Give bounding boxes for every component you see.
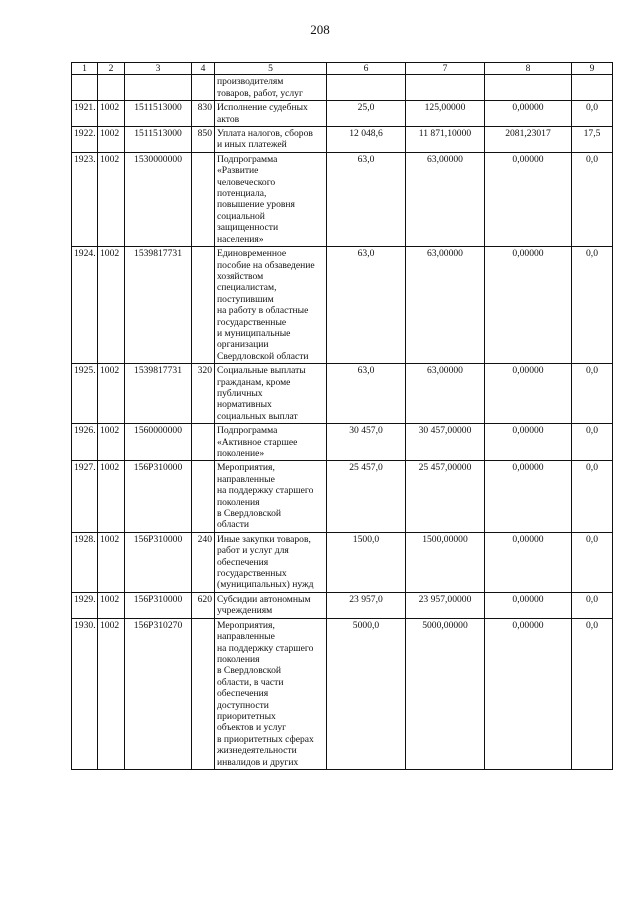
item-name: Мероприятия, направленные на поддержку старшего поколения в Свердловской области: [215, 461, 327, 532]
table-row: [72, 424, 613, 461]
amount-approved: 30 457,00000: [406, 424, 485, 461]
table-row: [72, 101, 613, 127]
expense-type: [192, 424, 215, 461]
row-number: 1922.: [72, 127, 98, 153]
section-code: [98, 75, 125, 101]
target-code: 156P310000: [125, 461, 192, 532]
amount-executed: 0,00000: [485, 247, 572, 364]
amount-planned: 63,0: [327, 247, 406, 364]
amount-planned: 25,0: [327, 101, 406, 127]
amount-approved: 23 957,00000: [406, 592, 485, 618]
col-header-2: 2: [98, 63, 125, 75]
table-row: [72, 247, 613, 364]
amount-planned: 1500,0: [327, 532, 406, 592]
budget-table: [71, 62, 613, 770]
expense-type: 830: [192, 101, 215, 127]
section-code: 1002: [98, 592, 125, 618]
amount-executed: 0,00000: [485, 152, 572, 246]
target-code: 1530000000: [125, 152, 192, 246]
table-row: [72, 532, 613, 592]
execution-percent: 0,0: [572, 364, 613, 424]
amount-executed: 0,00000: [485, 101, 572, 127]
expense-type: 320: [192, 364, 215, 424]
expense-type: 620: [192, 592, 215, 618]
section-code: 1002: [98, 364, 125, 424]
row-number: 1921.: [72, 101, 98, 127]
amount-planned: [327, 75, 406, 101]
expense-type: [192, 461, 215, 532]
amount-approved: 63,00000: [406, 247, 485, 364]
amount-planned: 30 457,0: [327, 424, 406, 461]
col-header-8: 8: [485, 63, 572, 75]
row-number: 1926.: [72, 424, 98, 461]
expense-type: [192, 618, 215, 769]
row-number: 1930.: [72, 618, 98, 769]
col-header-7: 7: [406, 63, 485, 75]
target-code: 156P310000: [125, 532, 192, 592]
amount-approved: 11 871,10000: [406, 127, 485, 153]
table-row: [72, 461, 613, 532]
col-header-1: 1: [72, 63, 98, 75]
amount-approved: 63,00000: [406, 364, 485, 424]
amount-executed: 0,00000: [485, 618, 572, 769]
section-code: 1002: [98, 424, 125, 461]
table-row: [72, 75, 613, 101]
target-code: 1511513000: [125, 101, 192, 127]
execution-percent: 0,0: [572, 101, 613, 127]
item-name: производителям товаров, работ, услуг: [215, 75, 327, 101]
execution-percent: 17,5: [572, 127, 613, 153]
header-row: [72, 63, 613, 75]
target-code: [125, 75, 192, 101]
row-number: 1923.: [72, 152, 98, 246]
amount-planned: 25 457,0: [327, 461, 406, 532]
execution-percent: 0,0: [572, 532, 613, 592]
target-code: 1511513000: [125, 127, 192, 153]
col-header-4: 4: [192, 63, 215, 75]
table-row: [72, 152, 613, 246]
amount-executed: 0,00000: [485, 461, 572, 532]
target-code: 156P310270: [125, 618, 192, 769]
execution-percent: [572, 75, 613, 101]
item-name: Иные закупки товаров, работ и услуг для обеспечения государственных (муниципальных) нужд: [215, 532, 327, 592]
section-code: 1002: [98, 152, 125, 246]
amount-executed: [485, 75, 572, 101]
section-code: 1002: [98, 532, 125, 592]
amount-approved: 125,00000: [406, 101, 485, 127]
amount-approved: 5000,00000: [406, 618, 485, 769]
amount-approved: [406, 75, 485, 101]
amount-approved: 25 457,00000: [406, 461, 485, 532]
target-code: 1539817731: [125, 247, 192, 364]
execution-percent: 0,0: [572, 247, 613, 364]
amount-planned: 12 048,6: [327, 127, 406, 153]
item-name: Субсидии автономным учреждениям: [215, 592, 327, 618]
row-number: 1925.: [72, 364, 98, 424]
expense-type: [192, 75, 215, 101]
amount-executed: 0,00000: [485, 592, 572, 618]
expense-type: 850: [192, 127, 215, 153]
amount-planned: 5000,0: [327, 618, 406, 769]
amount-planned: 63,0: [327, 152, 406, 246]
amount-planned: 23 957,0: [327, 592, 406, 618]
table-row: [72, 618, 613, 769]
amount-planned: 63,0: [327, 364, 406, 424]
item-name: Подпрограмма «Активное старшее поколение»: [215, 424, 327, 461]
table-row: [72, 127, 613, 153]
amount-executed: 0,00000: [485, 532, 572, 592]
row-number: 1929.: [72, 592, 98, 618]
section-code: 1002: [98, 247, 125, 364]
target-code: 1560000000: [125, 424, 192, 461]
section-code: 1002: [98, 127, 125, 153]
col-header-3: 3: [125, 63, 192, 75]
item-name: Единовременное пособие на обзаведение хозяйством специалистам, поступившим на работу в областные государственные и муниципальные организации Свердловской области: [215, 247, 327, 364]
section-code: 1002: [98, 618, 125, 769]
col-header-9: 9: [572, 63, 613, 75]
execution-percent: 0,0: [572, 461, 613, 532]
execution-percent: 0,0: [572, 152, 613, 246]
target-code: 156P310000: [125, 592, 192, 618]
row-number: 1924.: [72, 247, 98, 364]
item-name: Исполнение судебных актов: [215, 101, 327, 127]
expense-type: [192, 247, 215, 364]
expense-type: [192, 152, 215, 246]
col-header-5: 5: [215, 63, 327, 75]
col-header-6: 6: [327, 63, 406, 75]
amount-executed: 0,00000: [485, 424, 572, 461]
table-row: [72, 592, 613, 618]
item-name: Уплата налогов, сборов и иных платежей: [215, 127, 327, 153]
amount-executed: 2081,23017: [485, 127, 572, 153]
item-name: Мероприятия, направленные на поддержку старшего поколения в Свердловской области, в части обеспечения доступности приоритетных объектов и услуг в приоритетных сферах жизнедеятельности инвалидов и других: [215, 618, 327, 769]
execution-percent: 0,0: [572, 424, 613, 461]
page-number: 208: [310, 22, 330, 37]
table-row: [72, 364, 613, 424]
expense-type: 240: [192, 532, 215, 592]
section-code: 1002: [98, 461, 125, 532]
execution-percent: 0,0: [572, 592, 613, 618]
target-code: 1539817731: [125, 364, 192, 424]
row-number: 1927.: [72, 461, 98, 532]
row-number: [72, 75, 98, 101]
amount-executed: 0,00000: [485, 364, 572, 424]
row-number: 1928.: [72, 532, 98, 592]
execution-percent: 0,0: [572, 618, 613, 769]
section-code: 1002: [98, 101, 125, 127]
item-name: Подпрограмма «Развитие человеческого потенциала, повышение уровня социальной защищенности населения»: [215, 152, 327, 246]
amount-approved: 63,00000: [406, 152, 485, 246]
amount-approved: 1500,00000: [406, 532, 485, 592]
item-name: Социальные выплаты гражданам, кроме публичных нормативных социальных выплат: [215, 364, 327, 424]
